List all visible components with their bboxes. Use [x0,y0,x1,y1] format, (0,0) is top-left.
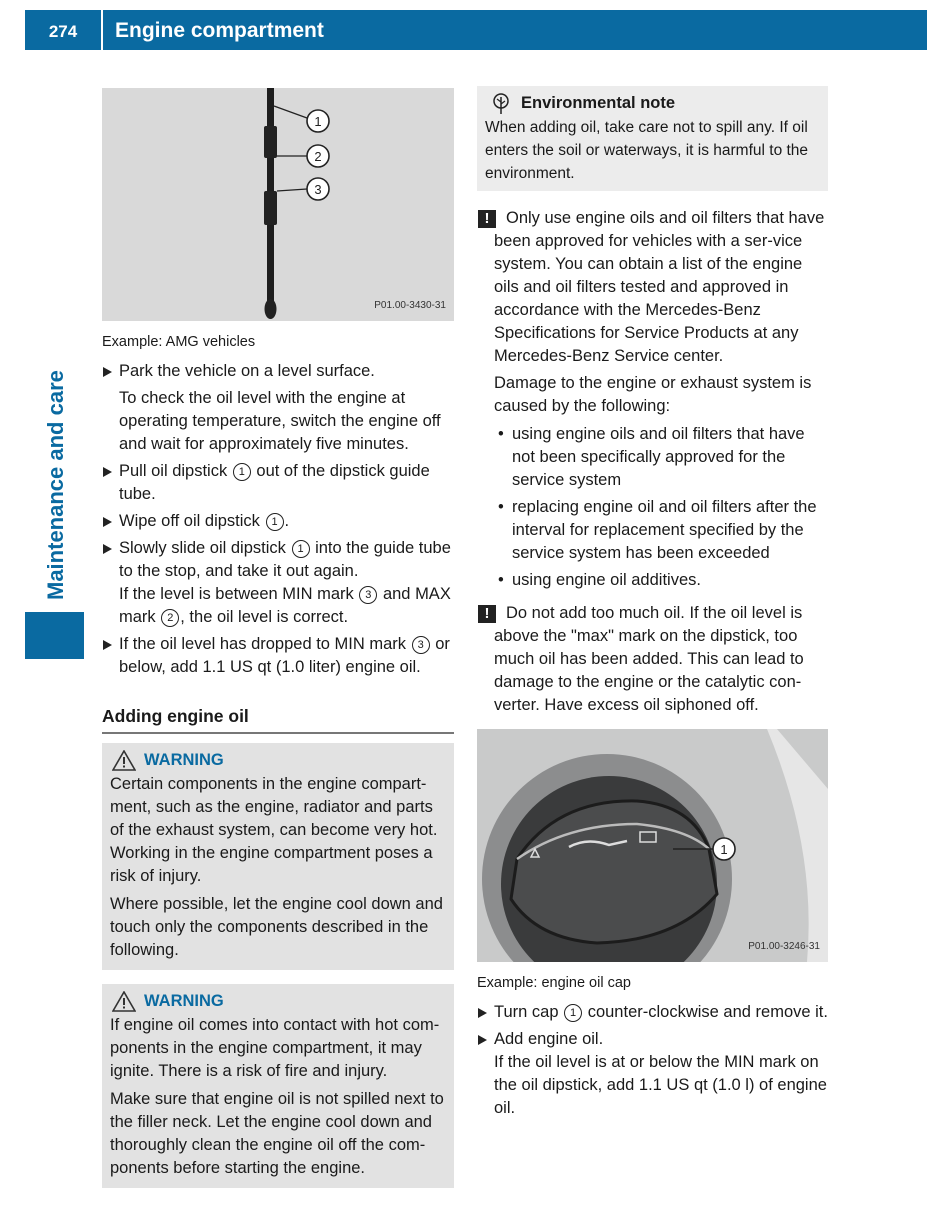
step-turn-cap [477,1001,828,1024]
step-detail: If the oil level is at or below the MIN mark on the oil dipstick, add 1.1 US qt (1.0 l) of engine oil. [494,1053,827,1117]
note-too-much-oil [477,602,828,717]
callout-ref: 1 [564,1004,582,1022]
note-text: Damage to the engine or exhaust system is caused by the following: [494,374,812,415]
figure-code: P01.00-3430-31 [374,300,446,311]
figure-caption: Example: AMG vehicles [102,334,256,350]
right-column [477,86,828,1124]
environmental-note-box [477,86,828,191]
damage-causes-list [494,423,828,592]
callout-2: 2 [314,149,322,164]
warning-triangle-icon [112,991,136,1012]
note-text: Only use engine oils and oil filters that have been approved for vehicles with a ser-vice system. You can obtain a list of the engine oils and oil filters tested and approved in accordance with the Mercedes-Benz Specifications for Service Products at any Mercedes-Benz Service center. [494,209,825,365]
figure-caption: Example: engine oil cap [477,975,631,991]
callout-ref: 2 [161,609,179,627]
oil-cap-illustration [477,729,828,962]
step-arrow-icon [103,640,112,650]
warning-text: Make sure that engine oil is not spilled next to the filler neck. Let the engine cool down and thoroughly clean the engine oil off the com-ponents before starting the engine. [110,1090,444,1177]
warning-title: WARNING [110,988,446,1014]
step-arrow-icon [478,1008,487,1018]
leaf-icon [491,93,511,115]
warning-text: Certain components in the engine compart-ment, such as the engine, radiator and parts of the exhaust system, can become very hot. Working in the engine compartment poses a risk of injury. [110,775,438,885]
oil-cap-figure [477,729,828,962]
callout-ref: 3 [359,586,377,604]
step-text: Pull oil dipstick 1 out of the dipstick guide tube. [119,462,430,503]
list-item: • replacing engine oil and oil filters after the interval for replacement specified by the service system has been exceeded [498,498,817,562]
warning-text: If engine oil comes into contact with hot com-ponents in the engine compartment, it may ignite. There is a risk of fire and injury. [110,1016,440,1080]
step-add-oil [477,1028,828,1120]
step-detail: To check the oil level with the engine at operating temperature, switch the engine off and wait for approximately five minutes. [119,389,441,453]
step-text: Wipe off oil dipstick 1 . [119,512,290,530]
note-approved-oils [477,207,828,592]
exclamation-icon: ! [478,605,496,623]
warning-triangle-icon [112,750,136,771]
step-arrow-icon [478,1035,487,1045]
callout-ref: 1 [266,513,284,531]
page-header [25,10,927,50]
exclamation-icon: ! [478,210,496,228]
step-wipe-dipstick [102,510,454,533]
step-arrow-icon [103,367,112,377]
callout-ref: 1 [233,463,251,481]
step-text: Slowly slide oil dipstick 1 into the guide tube to the stop, and take it out again. [119,539,451,580]
step-slide-dipstick [102,537,454,629]
step-text: Turn cap 1 counter-clockwise and remove it. [494,1003,828,1021]
dipstick-illustration [102,88,454,321]
warning-box-hot-components [102,743,454,970]
callout-1: 1 [314,114,322,129]
sidebar-section-text: Maintenance and care [43,370,68,600]
step-pull-dipstick [102,460,454,506]
figure-code: P01.00-3246-31 [748,941,820,952]
callout-ref: 1 [292,540,310,558]
dipstick-figure [102,88,454,321]
environmental-note-title: Environmental note [485,90,820,116]
warning-box-fire-risk [102,984,454,1188]
page-title: Engine compartment [115,19,324,42]
step-arrow-icon [103,467,112,477]
step-oil-dropped [102,633,454,679]
environmental-note-text: When adding oil, take care not to spill any. If oil enters the soil or waterways, it is harmful to the environment. [485,119,809,182]
list-item: • using engine oils and oil filters that have not been specifically approved for the service system [498,425,805,489]
step-park [102,360,454,456]
callout-ref: 3 [412,636,430,654]
warning-title: WARNING [110,747,446,773]
step-text: Add engine oil. [494,1030,604,1048]
left-column [102,88,454,1188]
note-text: Do not add too much oil. If the oil level is above the "max" mark on the dipstick, too much oil has been added. This can lead to damage to the engine or the catalytic con-verter. Have excess oil siphoned off. [494,604,804,714]
sidebar-tab-marker [25,612,84,659]
page-number: 274 [25,10,103,50]
callout-1: 1 [720,842,728,857]
warning-text: Where possible, let the engine cool down and touch only the components described in the following. [110,895,443,959]
step-detail: If the level is between MIN mark 3 and MAX mark 2 , the oil level is correct. [119,585,451,626]
section-heading-adding-oil: Adding engine oil [102,705,454,734]
step-text: Park the vehicle on a level surface. [119,362,375,380]
step-arrow-icon [103,544,112,554]
list-item: • using engine oil additives. [498,571,701,589]
step-text: If the oil level has dropped to MIN mark 3 or below, add 1.1 US qt (1.0 liter) engine oil. [119,635,450,676]
step-arrow-icon [103,517,112,527]
callout-3: 3 [314,182,322,197]
